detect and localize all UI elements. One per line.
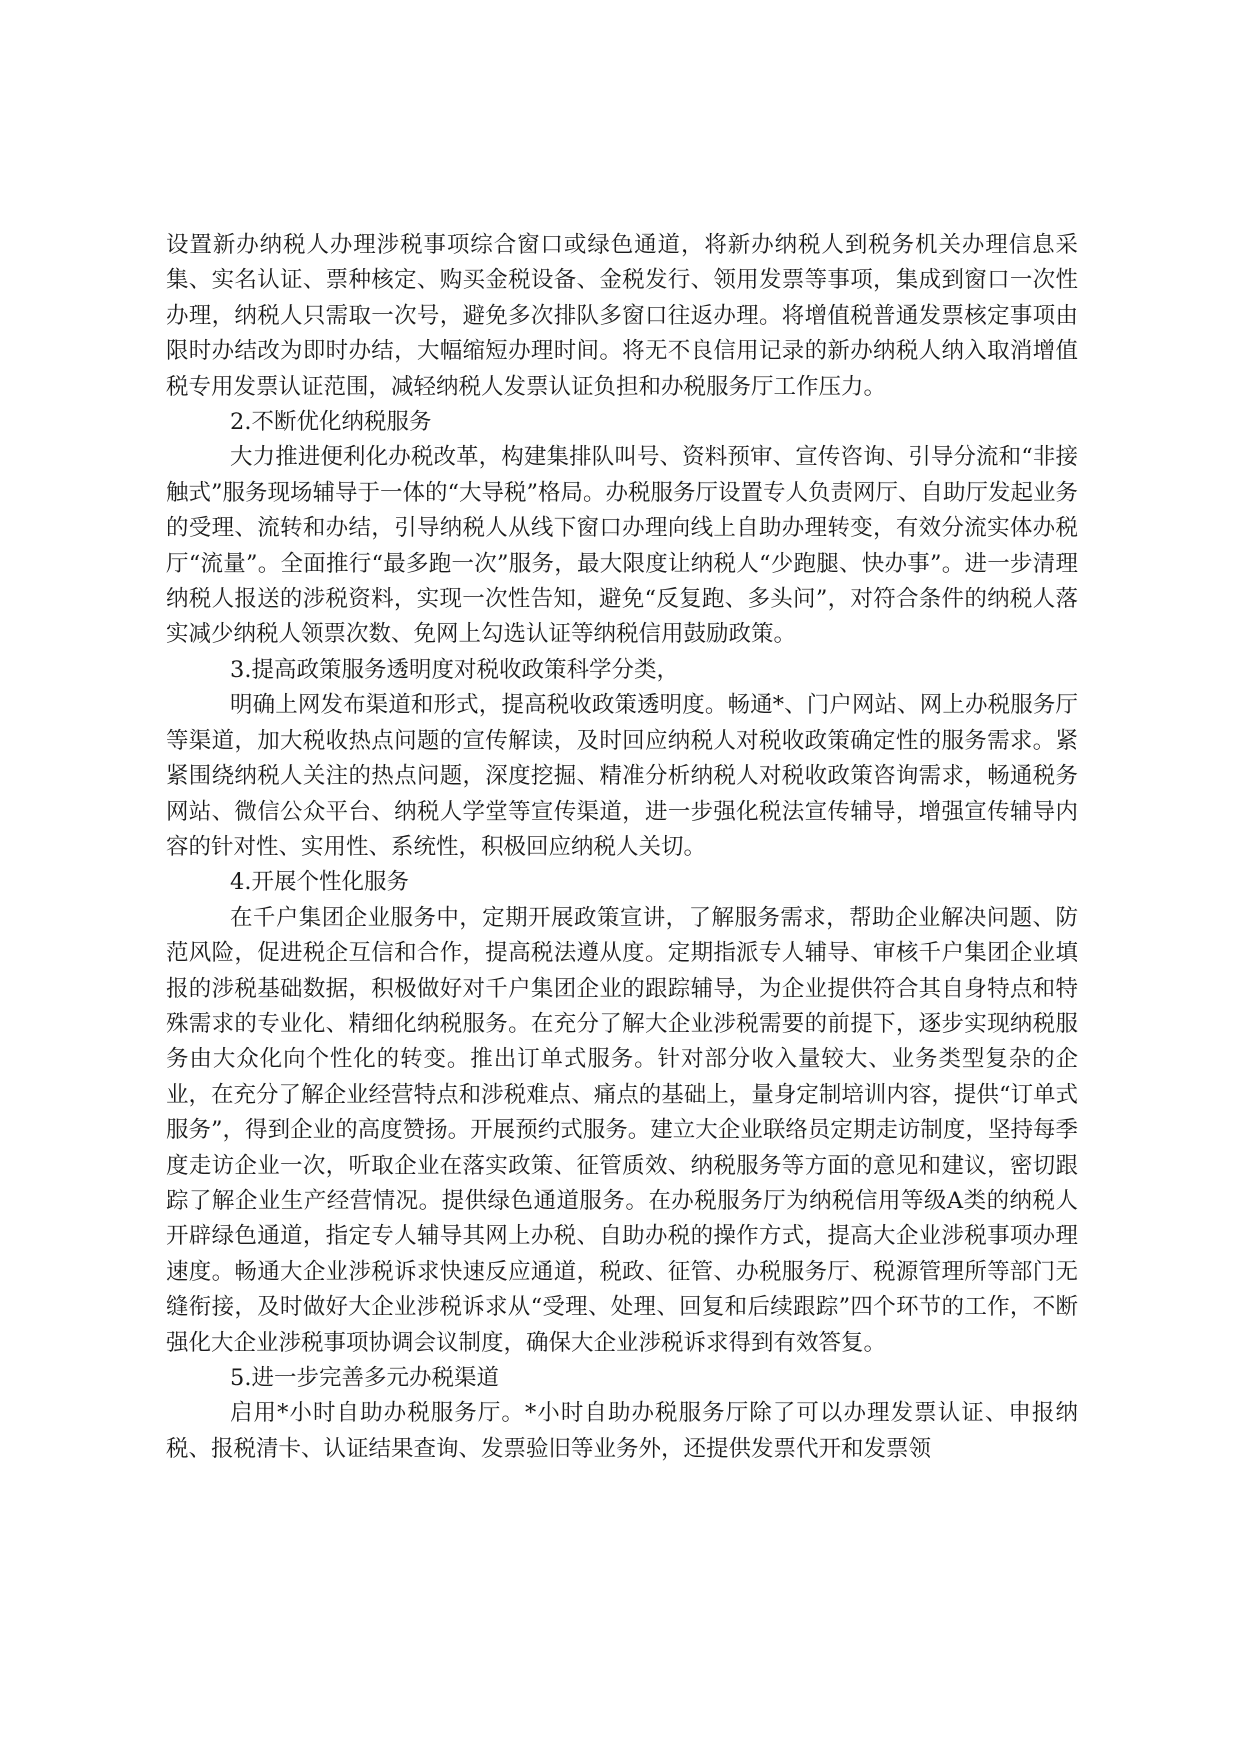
body-paragraph: 设置新办纳税人办理涉税事项综合窗口或绿色通道，将新办纳税人到税务机关办理信息采集、实名认证、票种核定、购买金税设备、金税发行、领用发票等事项，集成到窗口一次性办理，纳税人只需取一次号，避免多次排队多窗口往返办理。将增值税普通发票核定事项由限时办结改为即时办结，大幅缩短办理时间。将无不良信用记录的新办纳税人纳入取消增值税专用发票认证范围，减轻纳税人发票认证负担和办税服务厅工作压力。 <box>166 232 1078 400</box>
section-heading: 4.开展个性化服务 <box>230 869 409 896</box>
section-heading: 5.进一步完善多元办税渠道 <box>230 1365 499 1391</box>
body-paragraph: 明确上网发布渠道和形式，提高税收政策透明度。畅通*、门户网站、网上办税服务厅等渠道，加大税收热点问题的宣传解读，及时回应纳税人对税收政策确定性的服务需求。紧紧围绕纳税人关注的热点问题，深度挖掘、精准分析纳税人对税收政策咨询需求，畅通税务网站、微信公众平台、纳税人学堂等宣传渠道，进一步强化税法宣传辅导，增强宣传辅导内容的针对性、实用性、系统性，积极回应纳税人关切。 <box>166 692 1078 860</box>
section-heading: 3.提高政策服务透明度对税收政策科学分类， <box>230 656 679 683</box>
body-paragraph: 启用*小时自助办税服务厅。*小时自助办税服务厅除了可以办理发票认证、申报纳税、报税清卡、认证结果查询、发票验旧等业务外，还提供发票代开和发票领 <box>166 1400 1078 1462</box>
body-paragraph: 在千户集团企业服务中，定期开展政策宣讲，了解服务需求，帮助企业解决问题、防范风险，促进税企互信和合作，提高税法遵从度。定期指派专人辅导、审核千户集团企业填报的涉税基础数据，积极做好对千户集团企业的跟踪辅导，为企业提供符合其自身特点和特殊需求的专业化、精细化纳税服务。在充分了解大企业涉税需要的前提下，逐步实现纳税服务由大众化向个性化的转变。推出订单式服务。针对部分收入量较大、业务类型复杂的企业，在充分了解企业经营特点和涉税难点、痛点的基础上，量身定制培训内容，提供“订单式服务”，得到企业的高度赞扬。开展预约式服务。建立大企业联络员定期走访制度，坚持每季度走访企业一次，听取企业在落实政策、征管质效、纳税服务等方面的意见和建议，密切跟踪了解企业生产经营情况。提供绿色通道服务。在办税服务厅为纳税信用等级A类的纳税人开辟绿色通道，指定专人辅导其网上办税、自助办税的操作方式，提高大企业涉税事项办理速度。畅通大企业涉税诉求快速反应通道，税政、征管、办税服务厅、税源管理所等部门无缝衔接，及时做好大企业涉税诉求从“受理、处理、回复和后续跟踪”四个环节的工作，不断强化大企业涉税事项协调会议制度，确保大企业涉税诉求得到有效答复。 <box>166 904 1078 1356</box>
body-paragraph: 大力推进便利化办税改革，构建集排队叫号、资料预审、宣传咨询、引导分流和“非接触式”服务现场辅导于一体的“大导税”格局。办税服务厅设置专人负责网厅、自助厅发起业务的受理、流转和办结，引导纳税人从线下窗口办理向线上自助办理转变，有效分流实体办税厅“流量”。全面推行“最多跑一次”服务，最大限度让纳税人“少跑腿、快办事”。进一步清理纳税人报送的涉税资料，实现一次性告知，避免“反复跑、多头问”，对符合条件的纳税人落实减少纳税人领票次数、免网上勾选认证等纳税信用鼓励政策。 <box>166 444 1079 648</box>
document-body <box>166 228 1078 1467</box>
section-heading: 2.不断优化纳税服务 <box>230 409 432 436</box>
